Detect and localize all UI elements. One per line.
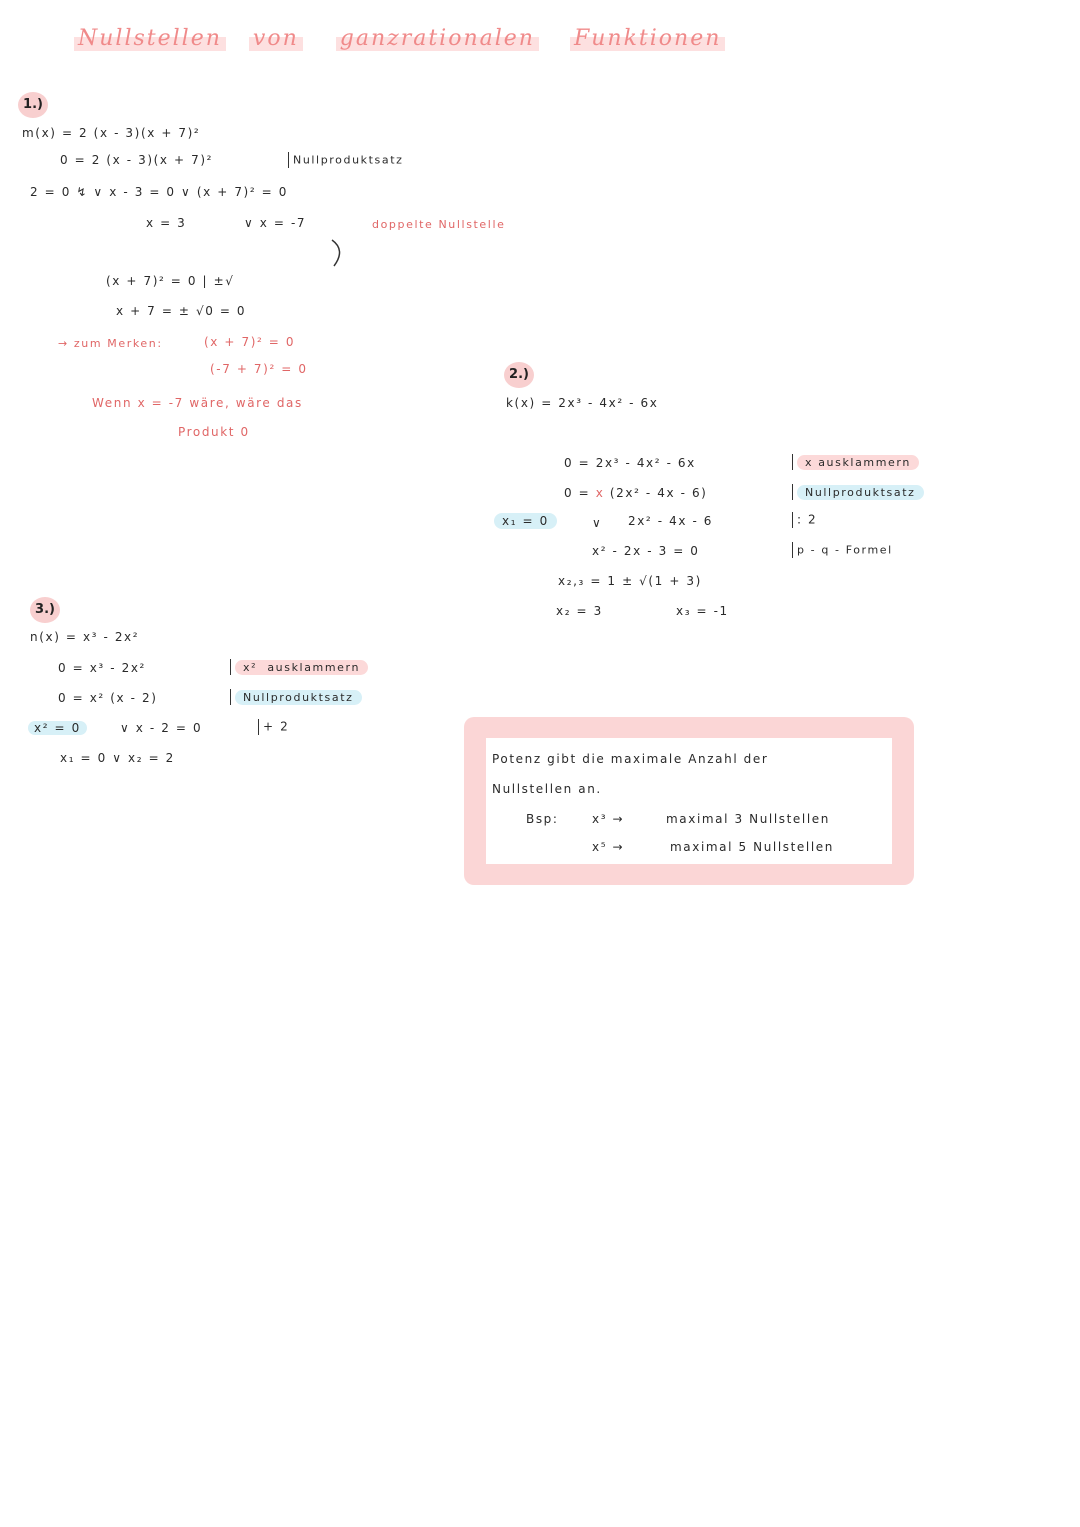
s3-case-x2: x² = 0 bbox=[28, 721, 87, 735]
info-line-1: Potenz gibt die maximale Anzahl der bbox=[492, 752, 769, 766]
s1-sqrt-result: x + 7 = ± √0 = 0 bbox=[116, 304, 247, 318]
s3-case-linear: ∨ x - 2 = 0 bbox=[120, 721, 203, 735]
s1-note-nullproduktsatz: Nullproduktsatz bbox=[288, 152, 404, 168]
s3-note-plus2: + 2 bbox=[258, 719, 289, 735]
s1-note-double-root: doppelte Nullstelle bbox=[372, 218, 506, 231]
s2-note-nullproduktsatz: Nullproduktsatz bbox=[792, 484, 924, 500]
s3-equation: 0 = x³ - 2x² bbox=[58, 661, 146, 675]
section-3-number: 3.) bbox=[30, 597, 60, 623]
s2-root-x3: x₃ = -1 bbox=[676, 604, 729, 618]
s2-factored: 0 = x (2x² - 4x - 6) bbox=[564, 486, 708, 500]
s1-wenn-line1: Wenn x = -7 wäre, wäre das bbox=[92, 396, 303, 410]
info-example-2-text: maximal 5 Nullstellen bbox=[670, 840, 834, 854]
page-title bbox=[74, 26, 725, 51]
title-word-1: Nullstellen bbox=[74, 26, 226, 51]
s3-function: n(x) = x³ - 2x² bbox=[30, 630, 140, 644]
info-line-2: Nullstellen an. bbox=[492, 782, 602, 796]
s2-note-pq: p - q - Formel bbox=[792, 542, 893, 558]
s1-equation: 0 = 2 (x - 3)(x + 7)² bbox=[60, 153, 214, 167]
title-word-4: Funktionen bbox=[570, 26, 725, 51]
info-example-1-text: maximal 3 Nullstellen bbox=[666, 812, 830, 826]
s2-note-ausklammern: x ausklammern bbox=[792, 454, 919, 470]
s2-function: k(x) = 2x³ - 4x² - 6x bbox=[506, 396, 659, 410]
s3-note-ausklammern: x² ausklammern bbox=[230, 659, 368, 675]
s1-solution-3: x = 3 bbox=[146, 216, 187, 230]
s1-case-split: 2 = 0 ↯ ∨ x - 3 = 0 ∨ (x + 7)² = 0 bbox=[30, 185, 288, 199]
s1-function: m(x) = 2 (x - 3)(x + 7)² bbox=[22, 126, 201, 140]
s1-merken-line1: (x + 7)² = 0 bbox=[204, 335, 296, 349]
s2-pq-formula: x₂,₃ = 1 ± √(1 + 3) bbox=[558, 574, 702, 588]
s3-roots: x₁ = 0 ∨ x₂ = 2 bbox=[60, 751, 175, 765]
info-example-2-power: x⁵ → bbox=[592, 840, 625, 854]
s3-note-nullproduktsatz: Nullproduktsatz bbox=[230, 689, 362, 705]
s1-arrow-curve bbox=[326, 236, 350, 274]
s2-root-x2: x₂ = 3 bbox=[556, 604, 603, 618]
section-1-number: 1.) bbox=[18, 92, 48, 118]
s2-equation: 0 = 2x³ - 4x² - 6x bbox=[564, 456, 696, 470]
s2-note-divide: : 2 bbox=[792, 512, 817, 528]
s2-or: ∨ bbox=[592, 516, 603, 530]
s1-merken-line2: (-7 + 7)² = 0 bbox=[210, 362, 308, 376]
section-2-number: 2.) bbox=[504, 362, 534, 388]
s1-wenn-line2: Produkt 0 bbox=[178, 425, 250, 439]
info-bsp-label: Bsp: bbox=[526, 812, 559, 826]
info-box bbox=[486, 738, 892, 864]
info-example-1-power: x³ → bbox=[592, 812, 625, 826]
s2-quadratic: 2x² - 4x - 6 bbox=[628, 514, 714, 528]
s3-factored: 0 = x² (x - 2) bbox=[58, 691, 158, 705]
s2-root-x1: x₁ = 0 bbox=[494, 514, 557, 528]
s1-sqrt-step: (x + 7)² = 0 | ±√ bbox=[106, 274, 235, 288]
s1-solution-minus7: ∨ x = -7 bbox=[244, 216, 307, 230]
title-word-3: ganzrationalen bbox=[336, 26, 539, 51]
title-word-2: von bbox=[249, 26, 303, 51]
s1-merken-label: → zum Merken: bbox=[58, 337, 163, 350]
s2-normal-form: x² - 2x - 3 = 0 bbox=[592, 544, 700, 558]
